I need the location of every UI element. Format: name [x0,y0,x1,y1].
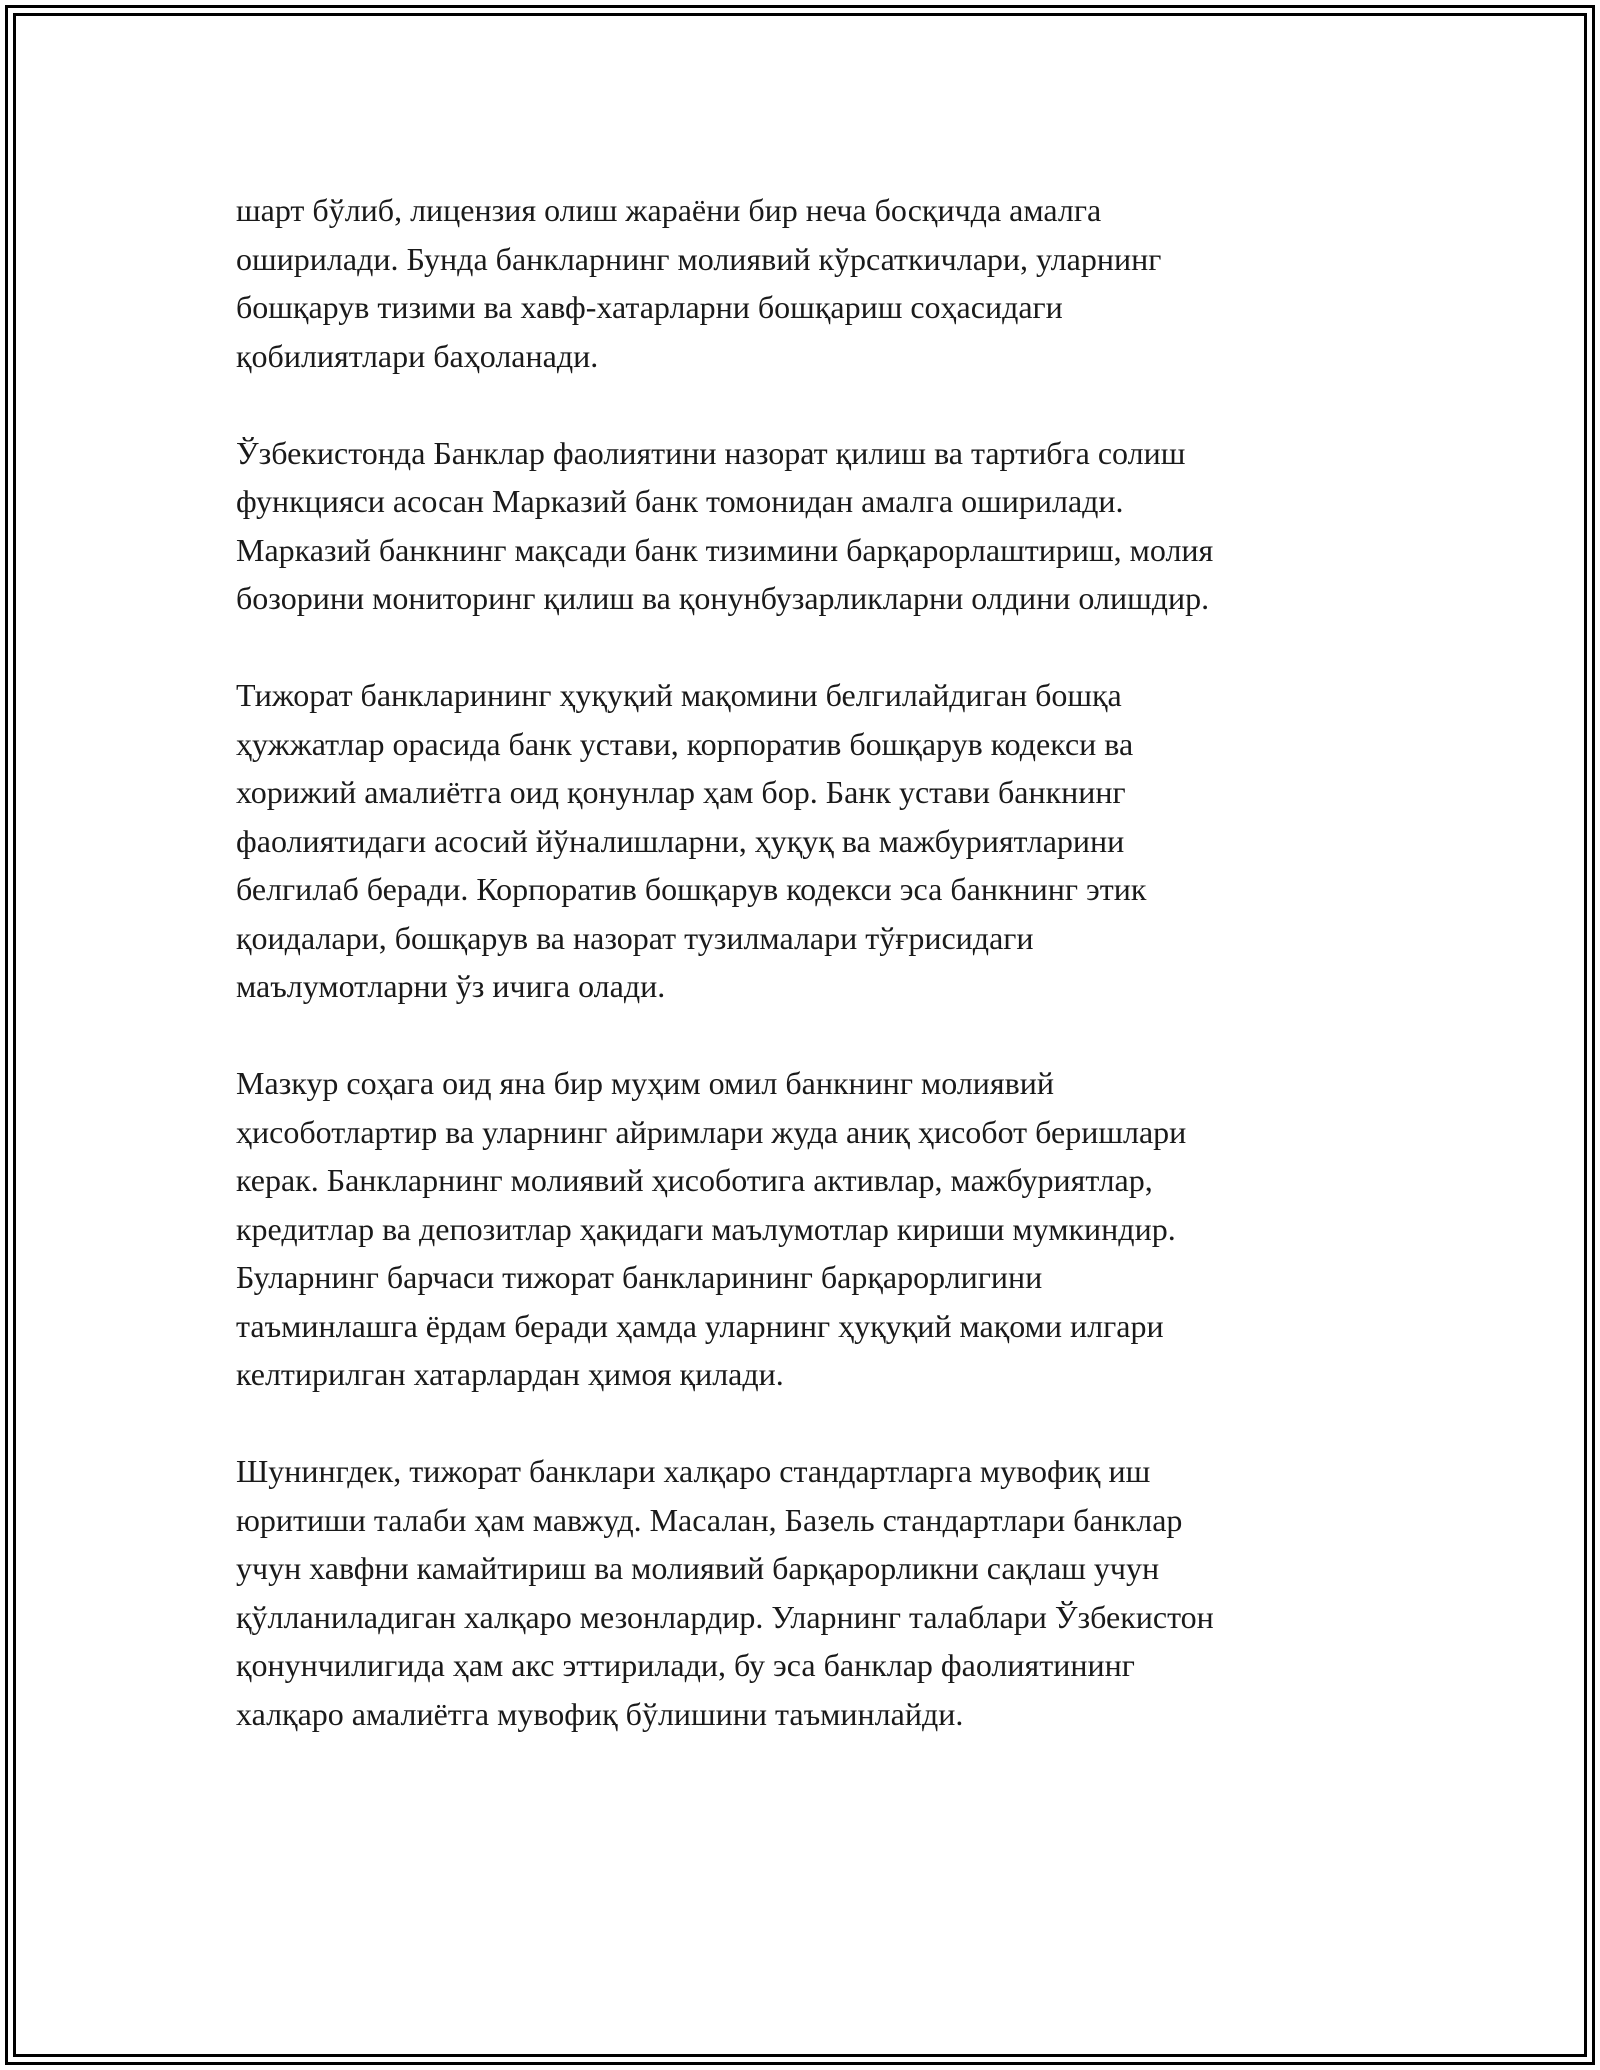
text-line: қобилиятлари баҳоланади. [236,337,599,374]
text-line: хорижий амалиётга оид қонунлар ҳам бор. Банк устави банкнинг [236,774,1126,810]
text-line: Шунингдек, тижорат банклари халқаро стандартларга мувофиқ иш [236,1453,1151,1489]
text-line: Ўзбекистонда Банклар фаолиятини назорат қилиш ва тартибга солиш [236,434,1186,471]
text-line: учун хавфни камайтириш ва молиявий барқарорликни сақлаш учун [236,1550,1160,1586]
paragraph-5 [236,1447,1406,1738]
text-line: Тижорат банкларининг ҳуқуқий мақомини белгилайдиган бошқа [236,677,1122,713]
text-line: Марказий банкнинг мақсади банк тизимини барқарорлаштириш, молия [236,531,1214,568]
text-line: таъминлашга ёрдам беради ҳамда уларнинг ҳуқуқий мақоми илгари [236,1307,1164,1344]
text-line: юритиши талаби ҳам мавжуд. Масалан, Базель стандартлари банклар [236,1501,1183,1538]
text-line: Мазкур соҳага оид яна бир муҳим омил банкнинг молиявий [236,1065,1054,1101]
paragraph-1 [236,186,1406,380]
text-line: қонунчилигида ҳам акс эттирилади, бу эса банклар фаолиятининг [236,1647,1135,1683]
text-line: келтирилган хатарлардан ҳимоя қилади. [236,1356,784,1392]
text-line: белгилаб беради. Корпоратив бошқарув кодекси эса банкнинг этик [236,871,1147,907]
text-line: оширилади. Бунда банкларнинг молиявий кўрсаткичлари, уларнинг [236,240,1162,277]
text-line: ҳисоботлартир ва уларнинг айримлари жуда аниқ ҳисобот беришлари [236,1113,1187,1150]
text-line: керак. Банкларнинг молиявий ҳисоботига активлар, мажбуриятлар, [236,1162,1153,1198]
text-line: Буларнинг барчаси тижорат банкларининг барқарорлигини [236,1259,1043,1295]
text-line: кредитлар ва депозитлар ҳақидаги маълумотлар кириши мумкиндир. [236,1210,1176,1247]
paragraph-2 [236,429,1406,623]
text-line: бошқарув тизими ва хавф-хатарларни бошқариш соҳасидаги [236,289,1063,325]
text-line: функцияси асосан Марказий банк томонидан амалга оширилади. [236,483,1124,519]
paragraph-3 [236,671,1406,1011]
text-line: бозорини мониторинг қилиш ва қонунбузарликларни олдини олишдир. [236,580,1210,616]
text-line: фаолиятидаги асосий йўналишларни, ҳуқуқ ва мажбуриятларини [236,822,1125,859]
document-body [236,186,1406,1787]
paragraph-4 [236,1059,1406,1399]
text-line: шарт бўлиб, лицензия олиш жараёни бир неча босқичда амалга [236,192,1102,228]
text-line: ҳужжатлар орасида банк устави, корпоратив бошқарув кодекси ва [236,725,1134,762]
text-line: қўлланиладиган халқаро мезонлардир. Уларнинг талаблари Ўзбекистон [236,1598,1214,1635]
text-line: халқаро амалиётга мувофиқ бўлишини таъминлайди. [236,1695,964,1732]
text-line: маълумотларни ўз ичига олади. [236,968,666,1004]
text-line: қоидалари, бошқарув ва назорат тузилмалари тўғрисидаги [236,919,1034,956]
